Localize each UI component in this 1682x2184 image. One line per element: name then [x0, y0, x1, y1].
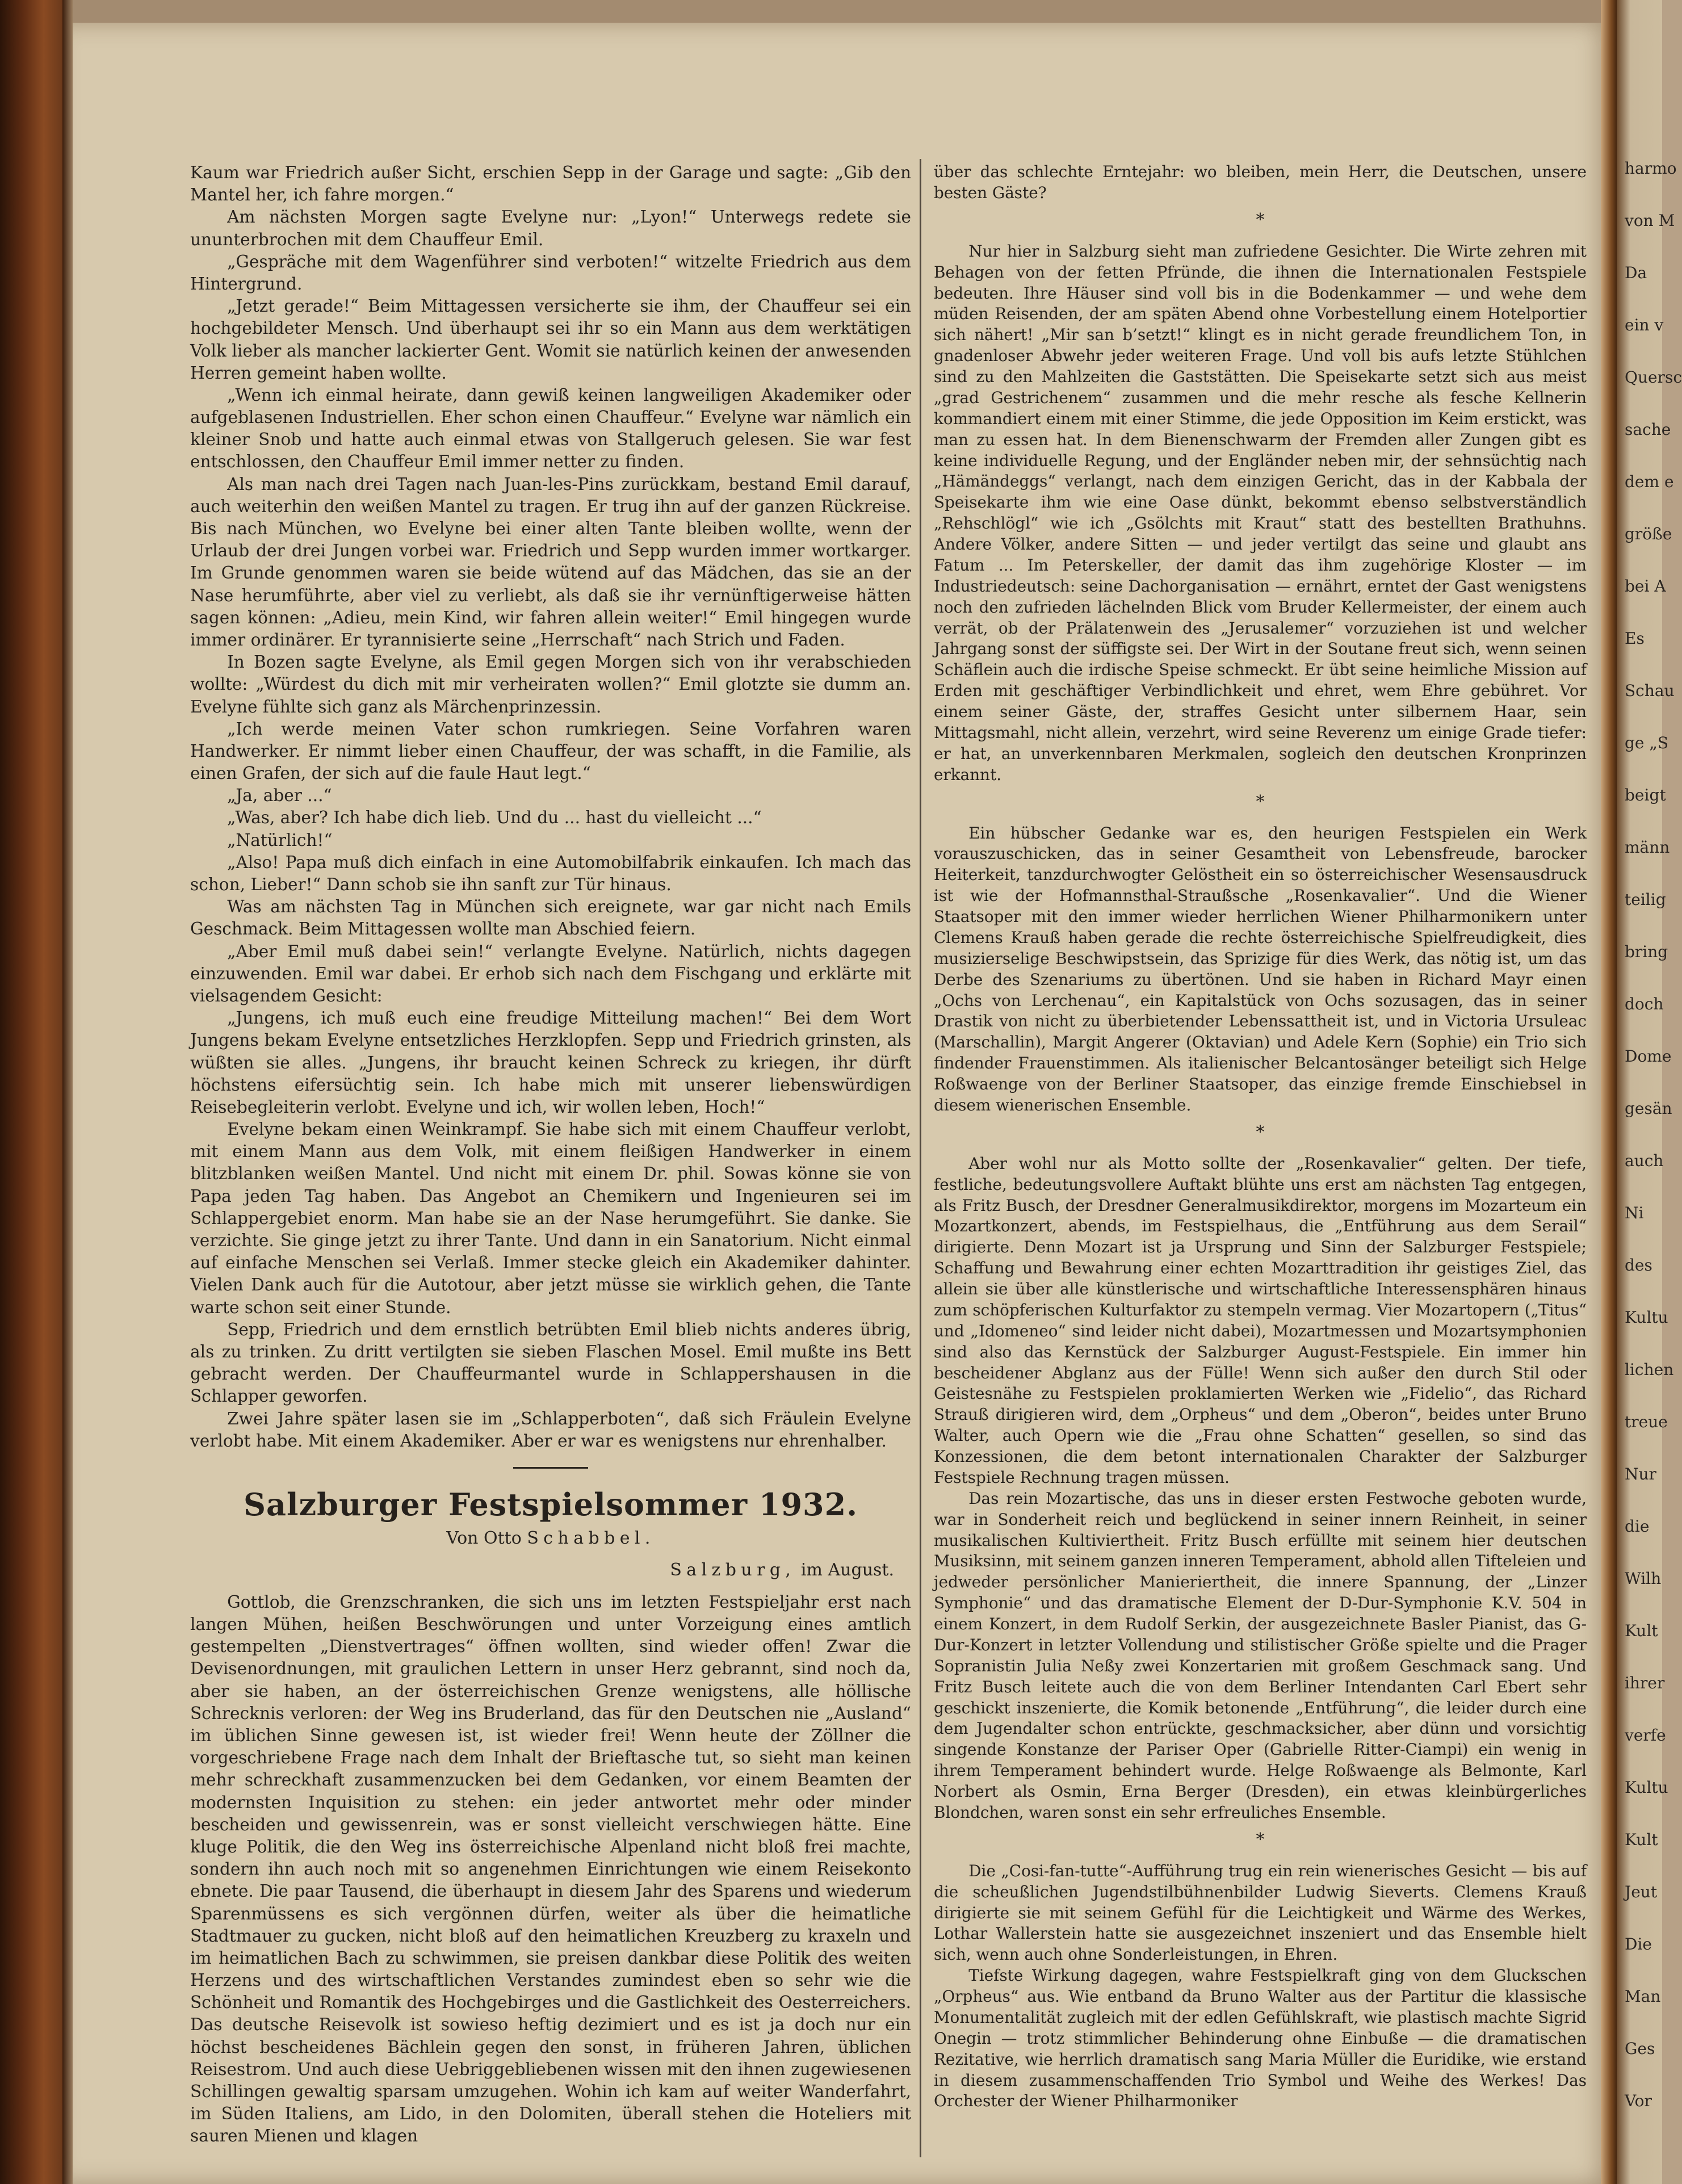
next-page-fragment: teilig	[1625, 890, 1666, 909]
paragraph: „Wenn ich einmal heirate, dann gewiß keinen langweiligen Akademiker oder aufgeblasenen Industriellen. Eher schon einen Chauffeur.“ Evelyne war nämlich ein kleiner Snob und hatte auch einmal etwas von Stallgeruch gelesen. Sie war fest entschlossen, den Chauffeur Emil immer netter zu finden.	[190, 385, 911, 472]
paragraph: „Aber Emil muß dabei sein!“ verlangte Evelyne. Natürlich, nichts dagegen einzuwenden. Emil war dabei. Er erhob sich nach dem Fischgang und erklärte mit vielsagendem Gesicht:	[190, 941, 911, 1005]
next-page-fragment: größe	[1625, 525, 1672, 543]
next-page-fragment: Ni	[1625, 1204, 1644, 1222]
next-page-fragment: ein v	[1625, 316, 1664, 334]
section-separator: *	[1256, 1122, 1265, 1142]
next-page-fragment: gesän	[1625, 1099, 1672, 1118]
next-page-fragment: die	[1625, 1517, 1650, 1536]
paragraph: In Bozen sagte Evelyne, als Emil gegen Morgen sich von ihr verabschieden wollte: „Würdest du dich mit mir verheiraten wollen?“ Emil glotzte sie dumm an. Evelyne fühlte sich ganz als Märchenprinzessin.	[190, 652, 911, 716]
next-page-fragment: bei A	[1625, 577, 1666, 596]
next-page-fragment: doch	[1625, 995, 1664, 1013]
paragraph: Sepp, Friedrich und dem ernstlich betrübten Emil blieb nichts anderes übrig, als zu trinken. Zu dritt vertilgten sie sieben Flaschen Mosel. Emil mußte ins Bett gebracht werden. Der Chauffeurmantel wurde in Schlappershausen in die Schlapper geworfen.	[190, 1319, 911, 1406]
paragraph: Ein hübscher Gedanke war es, den heurigen Festspielen ein Werk vorauszuschicken, das in seiner Gesamtheit von Lebensfreude, barocker Heiterkeit, tanzdurchwogter Gelöstheit ein so österreichischer Wesensausdruck ist wie der Hofmannsthal-Straußsche „Rosenkavalier“. Und die Wiener Staatsoper mit den immer wieder herrlichen Wiener Philharmonikern unter Clemens Krauß haben gerade die rechte österreichische Spielfreudigkeit, dies musizierselige Beschwipstsein, das Sprizige für dies Werk, das nötig ist, um das Derbe des Szenariums zu übertönen. Und sie haben in Richard Mayr einen „Ochs von Lerchenau“, ein Kapitalstück von Ochs sozusagen, das in seiner Drastik von nicht zu überbietender Lebenssattheit ist, und in Victoria Ursuleac (Marschallin), Margit Angerer (Oktavian) und Adele Kern (Sophie) ein Trio sich findender Frauenstimmen. Als italienischer Belcantosänger beteiligt sich Helge Roßwaenge von der Berliner Staatsoper, das einzige fremde Einschiebsel in diesem wienerischen Ensemble.	[934, 823, 1587, 1114]
section-rule	[513, 1467, 588, 1469]
byline-prefix: Von Otto	[446, 1528, 522, 1548]
next-page-fragment: auch	[1625, 1151, 1664, 1170]
paragraph: Die „Cosi-fan-tutte“-Aufführung trug ein rein wienerisches Gesicht — bis auf die scheußlichen Jugendstilbühnenbilder Ludwig Sieverts. Clemens Krauß dirigierte sie mit seinem Gefühl für die Leichtigkeit und Wärme des Werkes, Lothar Wallerstein hatte sie ausgezeichnet inszeniert und das Ensemble hielt sich, wenn auch ohne Sonderleistungen, in Ehren.	[934, 1861, 1587, 1964]
right-column	[934, 162, 1587, 2112]
paragraph: „Also! Papa muß dich einfach in eine Automobilfabrik einkaufen. Ich mach das schon, Lieber!“ Dann schob sie ihn sanft zur Tür hinaus.	[190, 852, 911, 894]
paragraph: Kaum war Friedrich außer Sicht, erschien Sepp in der Garage und sagte: „Gib den Mantel her, ich fahre morgen.“	[190, 163, 911, 205]
next-page-fragment: Schau	[1625, 681, 1675, 700]
section-separator: *	[1256, 1829, 1265, 1850]
next-page-fragment: Jeut	[1625, 1883, 1658, 1901]
next-page-fragment: harmo	[1625, 159, 1677, 178]
next-page-fragment: bring	[1625, 942, 1668, 961]
byline-author: Schabbel.	[527, 1528, 655, 1548]
article-dateline	[190, 1558, 911, 1582]
left-column	[190, 162, 911, 2148]
paragraph: „Jetzt gerade!“ Beim Mittagessen versicherte sie ihm, der Chauffeur sei ein hochgebildeter Mensch. Und überhaupt sei ihr so ein Mann aus dem werktätigen Volk lieber als mancher lackierter Gent. Womit sie natürlich keinen der anwesenden Herren gemeint haben wollte.	[190, 296, 911, 383]
paragraph: über das schlechte Erntejahr: wo bleiben, mein Herr, die Deutschen, unsere besten Gäste?	[934, 162, 1587, 202]
paragraph: Nur hier in Salzburg sieht man zufriedene Gesichter. Die Wirte zehren mit Behagen von der fetten Pfründe, die ihnen die Internationalen Festspiele bedeuten. Ihre Häuser sind voll bis in die Bodenkammer — und wehe dem müden Reisenden, der am späten Abend ohne Vorbestellung einem Hotelportier sich nähert! „Mir san b’setzt!“ klingt es in nicht gerade freundlichem Ton, in gnadenloser Abwehr jeder weiteren Frage. Und voll bis aufs letzte Stühlchen sind zu den Mahlzeiten die Gaststätten. Die Speisekarte setzt sich aus meist „grad Gestrichenem“ zusammen und die mehr resche als fesche Kellnerin kommandiert einem mit einer Stimme, die jede Opposition im Keim erstickt, was man zu essen hat. In dem Bienenschwarm der Fremden aller Zungen gibt es keine individuelle Regung, und der Engländer neben mir, der sehnsüchtig nach „Hämändeggs“ verlangt, nach dem einzigen Gericht, das in der Kabbala der Speisekarte ihm wie eine Oase dünkt, bekommt ebenso selbstverständlich „Rehschlögl“ wie ich „Gsölchts mit Kraut“ statt des bestellten Brathuhns. Andere Völker, andere Sitten — und jeder vertilgt das seine und glaubt ans Fatum ... Im Peterskeller, der damit das ihm zugehörige Kloster — im Industriedeutsch: seine Dachorganisation — ernährt, erntet der Gast wenigstens noch den zufrieden lächelnden Blick vom Bruder Kellermeister, der einem auch verrät, ob der Prälatenwein des „Jerusalemer“ vorzuziehen ist und welcher Jahrgang sonst der süffigste sei. Der Wirt in der Soutane freut sich, wenn seinen Schäflein auch die irdische Speise schmeckt. Er übt seine heimliche Mission auf Erden mit geschäftiger Verbindlichkeit und ehret, wem Ehre gebühret. Vor einem seiner Gäste, der, straffes Gesicht unter silbernem Haar, sein Mittagsmahl, nicht allein, verzehrt, wird seine Reverenz um einige Grade tiefer: er hat, an unverkennbaren Merkmalen, sogleich den deutschen Kronprinzen erkannt.	[934, 241, 1587, 784]
next-page-fragment: sache	[1625, 420, 1671, 439]
paragraph: „Natürlich!“	[227, 830, 333, 850]
next-page-fragment: dem e	[1625, 472, 1674, 491]
section-separator: *	[1256, 791, 1265, 812]
next-page-fragment: lichen	[1625, 1360, 1674, 1379]
next-page-fragment: Nur	[1625, 1465, 1656, 1483]
next-page-fragment: treue	[1625, 1412, 1668, 1431]
section-separator: *	[1256, 209, 1265, 230]
column-divider	[920, 159, 921, 2157]
next-page-edge	[1617, 0, 1682, 2184]
paragraph: „Jungens, ich muß euch eine freudige Mitteilung machen!“ Bei dem Wort Jungens bekam Evelyne entsetzliches Herzklopfen. Sepp und Friedrich grinsten, als wüßten sie alles. „Jungens, ihr braucht keinen Schreck zu kriegen, ihr dürft höchstens eifersüchtig sein. Ich habe mich mit unserer liebenswürdigen Reisebegleiterin verlobt. Evelyne und ich, wir wollen leben, Hoch!“	[190, 1008, 911, 1117]
article-byline	[190, 1527, 911, 1550]
article-headline: Salzburger Festspielsommer 1932.	[243, 1486, 858, 1523]
next-page-fragment: Vor	[1625, 2091, 1652, 2110]
next-page-fragment: beigt	[1625, 786, 1666, 804]
paragraph: Am nächsten Morgen sagte Evelyne nur: „Lyon!“ Unterwegs redete sie ununterbrochen mit dem Chauffeur Emil.	[190, 207, 911, 249]
next-page-fragment: Kultu	[1625, 1308, 1668, 1327]
paragraph: Tiefste Wirkung dagegen, wahre Festspielkraft ging von dem Gluckschen „Orpheus“ aus. Wie entband da Bruno Walter aus der Partitur die klassische Monumentalität zugleich mit der edlen Gefühlskraft, wie plastisch machte Sigrid Onegin — trotz stimmlicher Behinderung ohne Einbuße — die dramatischen Rezitative, wie herrlich dramatisch sang Maria Müller die Euridike, wie erstand in diesem zusammenschaffenden Trio Symbol und Weihe des Werkes! Das Orchester der Wiener Philharmoniker	[934, 1966, 1587, 2111]
next-page-fragment: Es	[1625, 629, 1645, 648]
paragraph: Zwei Jahre später lasen sie im „Schlapperboten“, daß sich Fräulein Evelyne verlobt habe. Mit einem Akademiker. Aber er war es wenigstens nur ehrenhalber.	[190, 1409, 911, 1451]
paragraph: Als man nach drei Tagen nach Juan-les-Pins zurückkam, bestand Emil darauf, auch weiterhin den weißen Mantel zu tragen. Er trug ihn auf der ganzen Rückreise. Bis nach München, wo Evelyne bei einer alten Tante bleiben wollte, wenn der Urlaub der drei Jungen vorbei war. Friedrich und Sepp wurden immer wortkarger. Im Grunde genommen waren sie beide wütend auf das Mädchen, das sie an der Nase herumführte, aber viel zu verliebt, als daß sie ihr vernünftigerweise hätten sagen können: „Adieu, mein Kind, wir fahren allein weiter!“ Emil hingegen wurde immer ordinärer. Er tyrannisierte seine „Herrschaft“ nach Strich und Faden.	[190, 474, 911, 649]
next-page-fragment: Kultu	[1625, 1778, 1668, 1797]
paragraph: Das rein Mozartische, das uns in dieser ersten Festwoche geboten wurde, war in Sonderheit reich und beglückend in seiner innern Reinheit, in seiner musikalischen Kultiviertheit. Fritz Busch erfüllte mit seinem hier deutschen Musiksinn, mit seinem ganzen inneren Temperament, abhold allen Tifteleien und jedweder persönlicher Manieriertheit, die innere Spannung, der „Linzer Symphonie“ und das dramatische Element der D-Dur-Symphonie K.V. 504 in einem Konzert, in dem Rudolf Serkin, der ausgezeichnete Basler Pianist, das G-Dur-Konzert in letzter Vollendung und stilistischer Größe spielte und die Prager Sopranistin Julia Neßy zwei Konzertarien mit großem Geschmack sang. Und Fritz Busch leitete auch die von dem Berliner Intendanten Carl Ebert sehr geschickt inszenierte, die Komik betonende „Entführung“, die leider durch eine dem Jugendalter schon entrückte, geschmacksicher, aber dünn und vorsichtig singende Konstanze der Pariser Oper (Gabrielle Ritter-Ciampi) ein wenig in ihrem Temperament behindert wurde. Helge Roßwaenge als Belmonte, Karl Norbert als Osmin, Erna Berger (Dresden), ein etwas kleinbürgerliches Blondchen, waren sonst ein sehr erfreuliches Ensemble.	[934, 1489, 1587, 1822]
next-page-fragment: Wilh	[1625, 1569, 1662, 1588]
next-page-fragment: Quersc	[1625, 368, 1682, 387]
next-page-fragment: Da	[1625, 263, 1647, 282]
left-binding-edge	[62, 0, 73, 2184]
paragraph: „Was, aber? Ich habe dich lieb. Und du ... hast du vielleicht ...“	[227, 808, 762, 828]
next-page-fragment: Kult	[1625, 1830, 1658, 1849]
article-body-left	[190, 1591, 911, 2148]
paragraph: „Ich werde meinen Vater schon rumkriegen. Seine Vorfahren waren Handwerker. Er nimmt lieber einen Chauffeur, der was schafft, in die Familie, als einen Grafen, der sich auf die faule Haut legt.“	[190, 719, 911, 783]
paragraph: Gottlob, die Grenzschranken, die sich uns im letzten Festspieljahr erst nach langen Mühen, heißen Beschwörungen und unter Vorzeigung eines amtlich gestempelten „Dienstvertrages“ öffnen wollten, sind wieder offen! Zwar die Devisenordnungen, mit graulichen Lettern in unser Herz gebrannt, sind noch da, aber sie haben, an der österreichischen Grenze wenigstens, alle höllische Schrecknis verloren: der Weg ins Bruderland, das für den Deutschen nie „Ausland“ im üblichen Sinne gewesen ist, ist wieder frei! Wenn heute der Zöllner die vorgeschriebene Frage nach dem Inhalt der Brieftasche tut, so sieht man keinen mehr schreckhaft zusammenzucken bei dem Gedanken, vor einem Beamten der modernsten Inquisition zu stehen: ein jeder antwortet mehr oder minder bescheiden und gewissenrein, was er sonst vielleicht verschwiegen hätte. Eine kluge Politik, die den Weg ins österreichische Alpenland nicht bloß frei machte, sondern ihn auch noch mit so angenehmen Einrichtungen wie einem Reisekonto ebnete. Die paar Tausend, die überhaupt in diesem Jahr des Sparens und wiederum Sparenmüssens es sich vergönnen dürfen, weiter als über die heimatliche Stadtmauer zu gucken, nicht bloß auf den heimatlichen Kreuzberg zu kraxeln und im heimatlichen Bach zu schwimmen, sie preisen dankbar diese Politik des weiten Herzens und des wirtschaftlichen Verstandes zumindest eben so sehr wie die Schönheit und Romantik des Hochgebirges und die Gastlichkeit des Oesterreichers. Das deutsche Reisevolk ist sowieso heftig dezimiert und es ist ja doch nur ein höchst bescheidenes Bächlein gegen den sonst, in früheren Jahren, üblichen Reisestrom. Und auch diese Uebriggebliebenen wissen mit den ihnen zugewiesenen Schillingen gewaltig sparsam umzugehen. Wohin ich kam auf weiter Wanderfahrt, im Süden Italiens, am Lido, in den Dolomiten, überall stehen die Hoteliers mit sauren Mienen und klagen	[190, 1592, 911, 2146]
paragraph: Was am nächsten Tag in München sich ereignete, war gar nicht nach Emils Geschmack. Beim Mittagessen wollte man Abschied feiern.	[190, 897, 911, 939]
dateline-place: Salzburg,	[670, 1560, 796, 1580]
paragraph: Evelyne bekam einen Weinkrampf. Sie habe sich mit einem Chauffeur verlobt, mit einem Mann aus dem Volk, mit einem fleißigen Handwerker in einem blitzblanken weißen Mantel. Und nicht mit einem Dr. phil. Sowas könne sie von Papa jeden Tag haben. Das Angebot an Chemikern und Ingenieuren sei im Schlappergebiet enorm. Man habe sie an der Nase herumgeführt. Sie danke. Sie verzichte. Sie ginge jetzt zu ihrer Tante. Und dann in ein Sanatorium. Nicht einmal auf einfache Menschen sei Verlaß. Immer stecke gleich ein Akademiker dahinter. Vielen Dank auch für die Autotour, aber jetzt müsse sie wirklich gehen, die Tante warte schon seit einer Stunde.	[190, 1120, 911, 1317]
dateline-date: im August.	[800, 1560, 894, 1580]
article-body-right	[934, 162, 1587, 2112]
right-binding	[1601, 0, 1618, 2184]
next-page-fragment: Die	[1625, 1935, 1652, 1954]
paragraph: Aber wohl nur als Motto sollte der „Rosenkavalier“ gelten. Der tiefe, festliche, bedeutungsvollere Auftakt blühte uns erst am nächsten Tag entgegen, als Fritz Busch, der Dresdner Generalmusikdirektor, morgens im Mozarteum ein Mozartkonzert, abends, im Festspielhaus, die „Entführung aus dem Serail“ dirigierte. Denn Mozart ist ja Ursprung und Sinn der Salzburger Festspiele; Schaffung und Bewahrung einer echten Mozarttradition ihr geistiges Ziel, das allein sie über alle künstlerische und wirtschaftliche Interessensphären hinaus zum schöpferischen Kulturfaktor zu stempeln vermag. Vier Mozartopern („Titus“ und „Idomeneo“ sind leider nicht dabei), Mozartmessen und Mozartsymphonien sind also das Kernstück der Salzburger August-Festspiele. Ein immer hin bescheidener Abglanz aus der Fülle! Wenn sich außer den durch Stil oder Geistesnähe zu Festspielen proklamierten Werken wie „Fidelio“, das Richard Strauß dirigieren wird, dem „Orpheus“ und dem „Oberon“, beides unter Bruno Walter, auch Opern wie die „Frau ohne Schatten“ gesellen, so sind das Konzessionen, die dem betont internationalen Charakter der Salzburger Festspiele Rechnung tragen müssen.	[934, 1154, 1587, 1487]
next-page-fragment: ge „S	[1625, 733, 1669, 752]
paragraph: „Gespräche mit dem Wagenführer sind verboten!“ witzelte Friedrich aus dem Hintergrund.	[190, 251, 911, 294]
next-page-fragment: des	[1625, 1256, 1652, 1275]
next-page-fragment: von M	[1625, 211, 1675, 230]
paragraph: „Ja, aber ...“	[227, 786, 332, 806]
next-page-fragment: männ	[1625, 838, 1670, 857]
left-binding	[0, 0, 62, 2184]
next-page-fragment: Kult	[1625, 1621, 1658, 1640]
next-page-fragment: ihrer	[1625, 1674, 1665, 1692]
next-page-fragment: Ges	[1625, 2039, 1655, 2058]
next-page-fragment: Dome	[1625, 1047, 1672, 1066]
next-page-fragment: Man	[1625, 1987, 1661, 2006]
story-ending	[190, 162, 911, 1452]
next-page-fragment: verfe	[1625, 1726, 1666, 1745]
